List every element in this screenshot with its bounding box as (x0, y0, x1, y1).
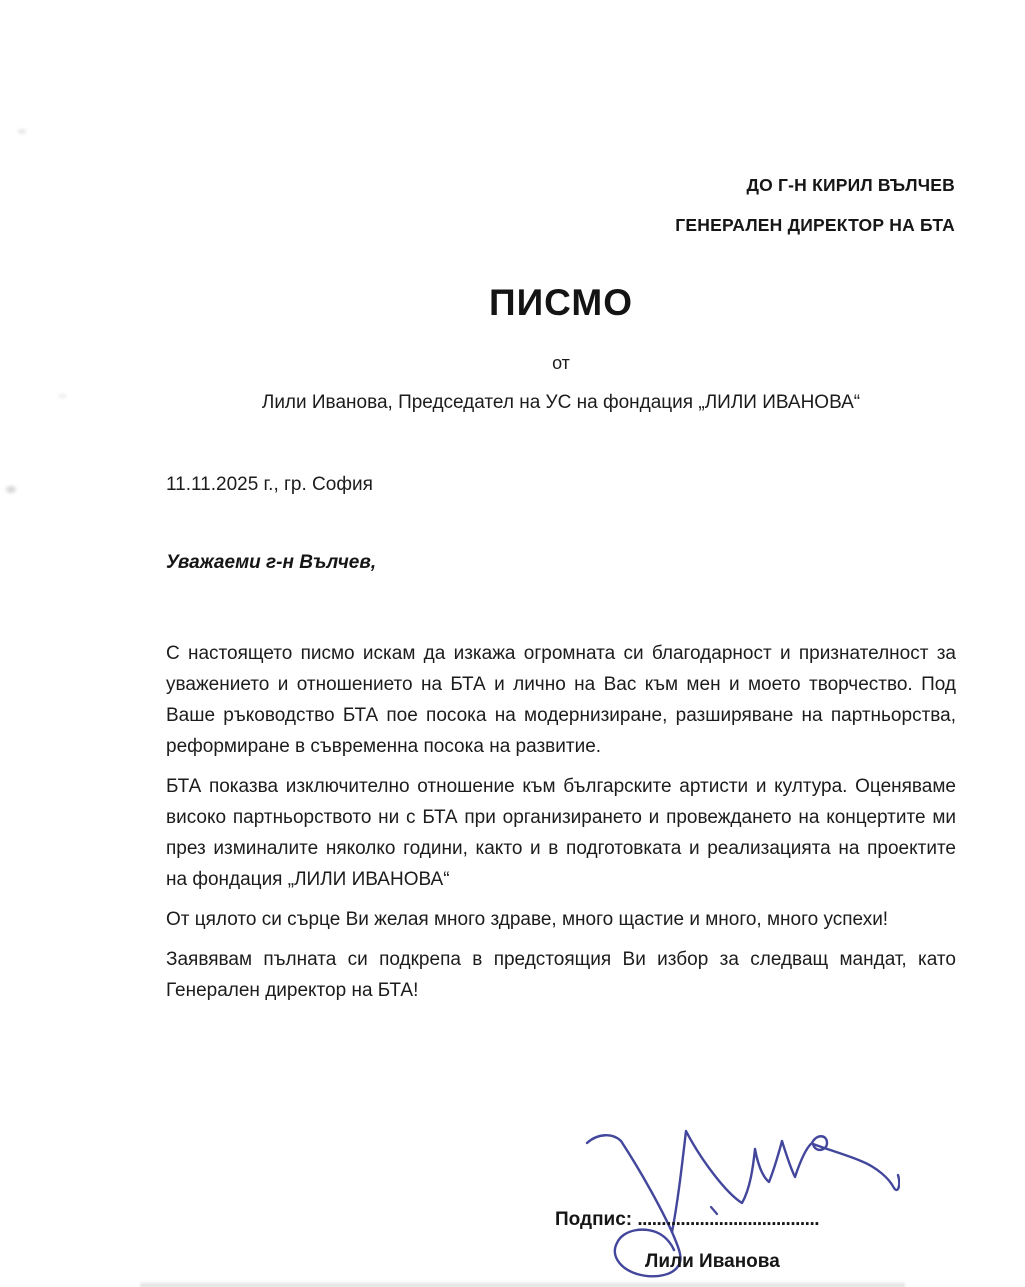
paragraph-2: БТА показва изключително отношение към българските артисти и култура. Оценяваме високо партньорството ни с БТА при организирането и провеждането на концертите ми през изминалите няколко години, както и в подготовката и реализацията на проектите на фондация „ЛИЛИ ИВАНОВА“ (166, 776, 956, 890)
signature-dotted-line: ...................................... (637, 1209, 820, 1230)
scan-smudge (6, 486, 16, 493)
letter-body (166, 638, 956, 1015)
salutation: Уважаеми г-н Вълчев, (166, 552, 377, 573)
signatory-name: Лили Иванова (645, 1251, 780, 1272)
from-label: от (552, 353, 570, 373)
signature-row (555, 1209, 819, 1231)
scan-smudge (18, 129, 26, 134)
signature-label: Подпис: (555, 1209, 633, 1230)
recipient-line-2: ГЕНЕРАЛЕН ДИРЕКТОР НА БТА (675, 215, 955, 235)
author-line: Лили Иванова, Председател на УС на фондация „ЛИЛИ ИВАНОВА“ (261, 392, 861, 413)
document-title: ПИСМО (488, 282, 634, 323)
dateline: 11.11.2025 г., гр. София (166, 474, 373, 495)
recipient-line-1: ДО Г-Н КИРИЛ ВЪЛЧЕВ (746, 175, 955, 195)
scan-smudge (58, 394, 67, 398)
recipient-block (675, 165, 955, 245)
paragraph-4: Заявявам пълната си подкрепа в предстоящия Ви избор за следващ мандат, като Генерален директор на БТА! (166, 949, 956, 1001)
scan-edge-shadow (140, 1281, 905, 1287)
paragraph-1: С настоящето писмо искам да изкажа огромната си благодарност и признателност за уважението и отношението на БТА и лично на Вас към мен и моето творчество. Под Ваше ръководство БТА пое посока на модернизиране, разширяване на партньорства, реформиране в съвременна посока на развитие. (166, 643, 956, 757)
paragraph-3: От цялото си сърце Ви желая много здраве, много щастие и много, много успехи! (166, 909, 889, 930)
